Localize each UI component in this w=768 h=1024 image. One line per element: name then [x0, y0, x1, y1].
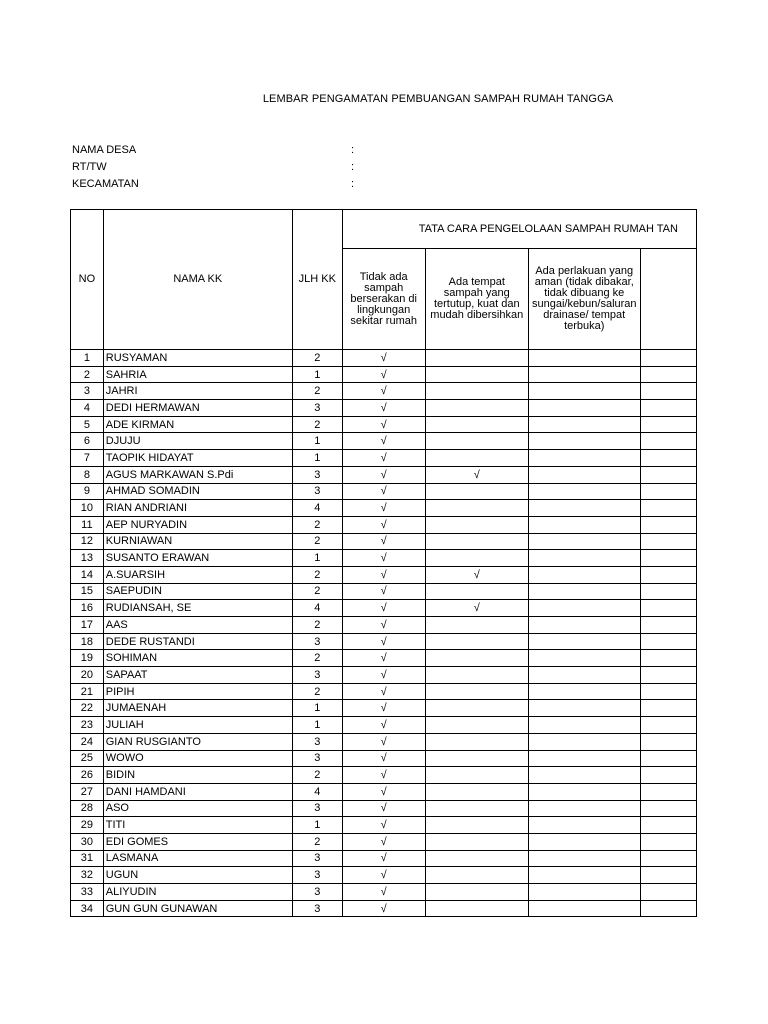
row-blank-cell — [640, 683, 696, 700]
table-row — [71, 700, 697, 717]
row-no: 19 — [71, 650, 104, 667]
row-nama-kk: ADE KIRMAN — [103, 416, 292, 433]
row-blank-cell — [640, 850, 696, 867]
row-no: 21 — [71, 683, 104, 700]
row-check-perlakuan-aman — [528, 383, 640, 400]
table-row — [71, 566, 697, 583]
row-nama-kk: A.SUARSIH — [103, 566, 292, 583]
row-check-tidak-ada-sampah: √ — [342, 717, 425, 734]
row-blank-cell — [640, 767, 696, 784]
row-no: 13 — [71, 550, 104, 567]
row-check-perlakuan-aman — [528, 833, 640, 850]
row-no: 17 — [71, 617, 104, 634]
row-check-perlakuan-aman — [528, 900, 640, 917]
table-row — [71, 500, 697, 517]
row-check-tempat-sampah: √ — [425, 600, 528, 617]
observation-table-frame — [70, 209, 697, 917]
row-blank-cell — [640, 450, 696, 467]
row-nama-kk: BIDIN — [103, 767, 292, 784]
row-no: 16 — [71, 600, 104, 617]
row-check-tidak-ada-sampah: √ — [342, 700, 425, 717]
table-row — [71, 867, 697, 884]
table-body — [71, 350, 697, 917]
row-nama-kk: JUMAENAH — [103, 700, 292, 717]
table-row — [71, 900, 697, 917]
row-check-tidak-ada-sampah: √ — [342, 550, 425, 567]
row-check-perlakuan-aman — [528, 700, 640, 717]
table-row — [71, 633, 697, 650]
row-no: 34 — [71, 900, 104, 917]
row-no: 25 — [71, 750, 104, 767]
row-check-tidak-ada-sampah: √ — [342, 516, 425, 533]
table-row — [71, 416, 697, 433]
row-blank-cell — [640, 433, 696, 450]
row-nama-kk: DEDI HERMAWAN — [103, 400, 292, 417]
row-check-tidak-ada-sampah: √ — [342, 500, 425, 517]
row-blank-cell — [640, 800, 696, 817]
row-check-tidak-ada-sampah: √ — [342, 483, 425, 500]
row-check-tidak-ada-sampah: √ — [342, 583, 425, 600]
row-check-tidak-ada-sampah: √ — [342, 350, 425, 367]
row-check-tempat-sampah — [425, 867, 528, 884]
table-row — [71, 800, 697, 817]
row-check-perlakuan-aman — [528, 516, 640, 533]
row-nama-kk: ASO — [103, 800, 292, 817]
row-check-tempat-sampah — [425, 800, 528, 817]
row-no: 26 — [71, 767, 104, 784]
row-blank-cell — [640, 733, 696, 750]
rt-tw-colon: : — [351, 161, 355, 173]
row-check-tidak-ada-sampah: √ — [342, 817, 425, 834]
row-check-tidak-ada-sampah: √ — [342, 450, 425, 467]
row-jlh-kk: 2 — [292, 617, 342, 634]
row-check-tidak-ada-sampah: √ — [342, 466, 425, 483]
table-row — [71, 783, 697, 800]
row-check-perlakuan-aman — [528, 733, 640, 750]
row-blank-cell — [640, 400, 696, 417]
row-blank-cell — [640, 750, 696, 767]
row-check-tempat-sampah — [425, 617, 528, 634]
row-jlh-kk: 2 — [292, 833, 342, 850]
table-row — [71, 350, 697, 367]
row-nama-kk: KURNIAWAN — [103, 533, 292, 550]
row-no: 24 — [71, 733, 104, 750]
row-nama-kk: SAHRIA — [103, 366, 292, 383]
row-check-tempat-sampah — [425, 900, 528, 917]
row-blank-cell — [640, 667, 696, 684]
row-no: 7 — [71, 450, 104, 467]
row-no: 6 — [71, 433, 104, 450]
row-nama-kk: TITI — [103, 817, 292, 834]
row-check-tidak-ada-sampah: √ — [342, 633, 425, 650]
row-no: 27 — [71, 783, 104, 800]
row-check-tidak-ada-sampah: √ — [342, 400, 425, 417]
table-row — [71, 583, 697, 600]
row-check-tidak-ada-sampah: √ — [342, 600, 425, 617]
header-ada-tempat-sampah: Ada tempat sampah yang tertutup, kuat dan mudah dibersihkan — [425, 249, 528, 350]
kecamatan-label: KECAMATAN — [72, 178, 139, 190]
row-no: 30 — [71, 833, 104, 850]
nama-desa-colon: : — [351, 144, 355, 156]
header-tata-cara: TATA CARA PENGELOLAAN SAMPAH RUMAH TAN — [342, 210, 696, 249]
row-blank-cell — [640, 900, 696, 917]
row-jlh-kk: 2 — [292, 350, 342, 367]
row-check-perlakuan-aman — [528, 867, 640, 884]
row-no: 28 — [71, 800, 104, 817]
table-row — [71, 516, 697, 533]
row-check-tidak-ada-sampah: √ — [342, 416, 425, 433]
row-jlh-kk: 4 — [292, 600, 342, 617]
row-no: 4 — [71, 400, 104, 417]
table-row — [71, 750, 697, 767]
row-check-tempat-sampah — [425, 717, 528, 734]
row-jlh-kk: 3 — [292, 466, 342, 483]
row-jlh-kk: 2 — [292, 383, 342, 400]
row-check-perlakuan-aman — [528, 533, 640, 550]
row-check-perlakuan-aman — [528, 416, 640, 433]
row-no: 15 — [71, 583, 104, 600]
row-nama-kk: LASMANA — [103, 850, 292, 867]
row-check-perlakuan-aman — [528, 783, 640, 800]
row-nama-kk: RUDIANSAH, SE — [103, 600, 292, 617]
table-row — [71, 450, 697, 467]
row-check-tidak-ada-sampah: √ — [342, 850, 425, 867]
row-nama-kk: SUSANTO ERAWAN — [103, 550, 292, 567]
row-check-tempat-sampah — [425, 833, 528, 850]
row-check-perlakuan-aman — [528, 433, 640, 450]
row-check-perlakuan-aman — [528, 366, 640, 383]
row-check-tidak-ada-sampah: √ — [342, 900, 425, 917]
table-row — [71, 400, 697, 417]
observation-table — [70, 209, 697, 917]
row-check-tidak-ada-sampah: √ — [342, 667, 425, 684]
row-check-perlakuan-aman — [528, 400, 640, 417]
row-check-perlakuan-aman — [528, 583, 640, 600]
row-nama-kk: GIAN RUSGIANTO — [103, 733, 292, 750]
header-no: NO — [71, 210, 104, 350]
row-check-perlakuan-aman — [528, 650, 640, 667]
row-check-tidak-ada-sampah: √ — [342, 566, 425, 583]
row-blank-cell — [640, 483, 696, 500]
header-jlh-kk: JLH KK — [292, 210, 342, 350]
row-jlh-kk: 4 — [292, 783, 342, 800]
row-check-tidak-ada-sampah: √ — [342, 617, 425, 634]
row-jlh-kk: 3 — [292, 667, 342, 684]
row-jlh-kk: 1 — [292, 366, 342, 383]
row-check-tidak-ada-sampah: √ — [342, 750, 425, 767]
row-check-tempat-sampah — [425, 366, 528, 383]
row-check-tidak-ada-sampah: √ — [342, 884, 425, 901]
row-nama-kk: DJUJU — [103, 433, 292, 450]
kecamatan-colon: : — [351, 178, 355, 190]
row-blank-cell — [640, 700, 696, 717]
row-no: 14 — [71, 566, 104, 583]
row-jlh-kk: 2 — [292, 416, 342, 433]
row-check-tempat-sampah — [425, 633, 528, 650]
row-no: 9 — [71, 483, 104, 500]
row-no: 12 — [71, 533, 104, 550]
row-check-tempat-sampah — [425, 400, 528, 417]
row-blank-cell — [640, 817, 696, 834]
row-no: 23 — [71, 717, 104, 734]
row-nama-kk: RUSYAMAN — [103, 350, 292, 367]
row-nama-kk: SAEPUDIN — [103, 583, 292, 600]
table-row — [71, 466, 697, 483]
row-check-perlakuan-aman — [528, 350, 640, 367]
row-jlh-kk: 1 — [292, 700, 342, 717]
row-check-perlakuan-aman — [528, 750, 640, 767]
row-blank-cell — [640, 633, 696, 650]
row-blank-cell — [640, 416, 696, 433]
row-jlh-kk: 3 — [292, 750, 342, 767]
row-jlh-kk: 3 — [292, 867, 342, 884]
row-check-tempat-sampah — [425, 533, 528, 550]
row-nama-kk: DEDE RUSTANDI — [103, 633, 292, 650]
row-blank-cell — [640, 783, 696, 800]
table-row — [71, 383, 697, 400]
row-nama-kk: JAHRI — [103, 383, 292, 400]
row-blank-cell — [640, 650, 696, 667]
table-row — [71, 483, 697, 500]
row-check-tidak-ada-sampah: √ — [342, 683, 425, 700]
row-blank-cell — [640, 350, 696, 367]
row-jlh-kk: 2 — [292, 683, 342, 700]
row-no: 10 — [71, 500, 104, 517]
header-nama-kk: NAMA KK — [103, 210, 292, 350]
row-blank-cell — [640, 550, 696, 567]
row-jlh-kk: 3 — [292, 900, 342, 917]
row-jlh-kk: 1 — [292, 817, 342, 834]
row-no: 31 — [71, 850, 104, 867]
row-jlh-kk: 3 — [292, 483, 342, 500]
header-ada-perlakuan: Ada perlakuan yang aman (tidak dibakar, tidak dibuang ke sungai/kebun/saluran drainase/ tempat terbuka) — [528, 249, 640, 350]
row-check-perlakuan-aman — [528, 617, 640, 634]
table-row — [71, 667, 697, 684]
row-check-tempat-sampah — [425, 650, 528, 667]
table-row — [71, 817, 697, 834]
table-row — [71, 650, 697, 667]
row-jlh-kk: 2 — [292, 516, 342, 533]
table-row — [71, 733, 697, 750]
row-jlh-kk: 3 — [292, 400, 342, 417]
row-check-perlakuan-aman — [528, 466, 640, 483]
row-check-perlakuan-aman — [528, 450, 640, 467]
row-nama-kk: SAPAAT — [103, 667, 292, 684]
row-no: 5 — [71, 416, 104, 433]
row-blank-cell — [640, 500, 696, 517]
row-check-tidak-ada-sampah: √ — [342, 733, 425, 750]
row-no: 8 — [71, 466, 104, 483]
row-no: 32 — [71, 867, 104, 884]
row-check-tempat-sampah — [425, 516, 528, 533]
row-jlh-kk: 1 — [292, 550, 342, 567]
row-check-tidak-ada-sampah: √ — [342, 433, 425, 450]
row-no: 20 — [71, 667, 104, 684]
row-check-perlakuan-aman — [528, 884, 640, 901]
row-blank-cell — [640, 466, 696, 483]
row-check-tidak-ada-sampah: √ — [342, 800, 425, 817]
row-check-perlakuan-aman — [528, 800, 640, 817]
row-check-tidak-ada-sampah: √ — [342, 533, 425, 550]
row-check-perlakuan-aman — [528, 566, 640, 583]
row-nama-kk: WOWO — [103, 750, 292, 767]
table-row — [71, 600, 697, 617]
row-jlh-kk: 3 — [292, 633, 342, 650]
row-no: 18 — [71, 633, 104, 650]
row-check-tempat-sampah — [425, 817, 528, 834]
row-blank-cell — [640, 366, 696, 383]
row-nama-kk: DANI HAMDANI — [103, 783, 292, 800]
row-nama-kk: GUN GUN GUNAWAN — [103, 900, 292, 917]
row-check-perlakuan-aman — [528, 850, 640, 867]
row-nama-kk: AEP NURYADIN — [103, 516, 292, 533]
row-check-perlakuan-aman — [528, 550, 640, 567]
row-blank-cell — [640, 717, 696, 734]
row-check-tempat-sampah — [425, 383, 528, 400]
row-check-tempat-sampah: √ — [425, 466, 528, 483]
row-check-tempat-sampah — [425, 483, 528, 500]
nama-desa-label: NAMA DESA — [72, 144, 137, 156]
row-jlh-kk: 1 — [292, 717, 342, 734]
row-check-tidak-ada-sampah: √ — [342, 767, 425, 784]
table-row — [71, 366, 697, 383]
row-check-perlakuan-aman — [528, 483, 640, 500]
row-nama-kk: PIPIH — [103, 683, 292, 700]
row-jlh-kk: 3 — [292, 800, 342, 817]
row-blank-cell — [640, 600, 696, 617]
row-check-perlakuan-aman — [528, 717, 640, 734]
row-nama-kk: AHMAD SOMADIN — [103, 483, 292, 500]
row-no: 2 — [71, 366, 104, 383]
row-check-perlakuan-aman — [528, 767, 640, 784]
row-jlh-kk: 4 — [292, 500, 342, 517]
row-jlh-kk: 3 — [292, 733, 342, 750]
row-blank-cell — [640, 884, 696, 901]
row-check-tempat-sampah — [425, 733, 528, 750]
row-jlh-kk: 2 — [292, 767, 342, 784]
row-check-tempat-sampah — [425, 416, 528, 433]
header-blank — [640, 249, 696, 350]
row-check-tempat-sampah — [425, 884, 528, 901]
table-row — [71, 617, 697, 634]
row-nama-kk: AAS — [103, 617, 292, 634]
row-check-tidak-ada-sampah: √ — [342, 383, 425, 400]
row-blank-cell — [640, 583, 696, 600]
row-nama-kk: SOHIMAN — [103, 650, 292, 667]
row-nama-kk: UGUN — [103, 867, 292, 884]
table-row — [71, 833, 697, 850]
row-check-perlakuan-aman — [528, 667, 640, 684]
table-row — [71, 683, 697, 700]
row-jlh-kk: 2 — [292, 566, 342, 583]
row-check-perlakuan-aman — [528, 817, 640, 834]
row-check-tempat-sampah — [425, 450, 528, 467]
row-check-tempat-sampah — [425, 433, 528, 450]
row-no: 33 — [71, 884, 104, 901]
header-tidak-ada-sampah: Tidak ada sampah berserakan di lingkungan sekitar rumah — [342, 249, 425, 350]
row-check-tempat-sampah — [425, 683, 528, 700]
table-row — [71, 550, 697, 567]
row-nama-kk: RIAN ANDRIANI — [103, 500, 292, 517]
row-nama-kk: TAOPIK HIDAYAT — [103, 450, 292, 467]
row-check-tempat-sampah — [425, 667, 528, 684]
row-check-tempat-sampah: √ — [425, 566, 528, 583]
row-jlh-kk: 1 — [292, 433, 342, 450]
row-blank-cell — [640, 833, 696, 850]
row-blank-cell — [640, 566, 696, 583]
row-jlh-kk: 2 — [292, 533, 342, 550]
table-row — [71, 433, 697, 450]
row-no: 3 — [71, 383, 104, 400]
row-check-tempat-sampah — [425, 850, 528, 867]
row-nama-kk: ALIYUDIN — [103, 884, 292, 901]
row-check-tempat-sampah — [425, 783, 528, 800]
row-jlh-kk: 2 — [292, 583, 342, 600]
document-title: LEMBAR PENGAMATAN PEMBUANGAN SAMPAH RUMAH TANGGA — [262, 93, 614, 105]
table-row — [71, 533, 697, 550]
row-check-tempat-sampah — [425, 767, 528, 784]
row-check-perlakuan-aman — [528, 600, 640, 617]
row-blank-cell — [640, 867, 696, 884]
row-blank-cell — [640, 383, 696, 400]
row-check-tidak-ada-sampah: √ — [342, 783, 425, 800]
row-check-tempat-sampah — [425, 550, 528, 567]
row-check-tidak-ada-sampah: √ — [342, 650, 425, 667]
row-check-perlakuan-aman — [528, 683, 640, 700]
row-blank-cell — [640, 617, 696, 634]
row-nama-kk: JULIAH — [103, 717, 292, 734]
row-check-tempat-sampah — [425, 750, 528, 767]
table-row — [71, 717, 697, 734]
row-blank-cell — [640, 516, 696, 533]
row-jlh-kk: 1 — [292, 450, 342, 467]
table-row — [71, 767, 697, 784]
row-check-perlakuan-aman — [528, 633, 640, 650]
row-check-tidak-ada-sampah: √ — [342, 867, 425, 884]
row-nama-kk: EDI GOMES — [103, 833, 292, 850]
row-blank-cell — [640, 533, 696, 550]
row-no: 1 — [71, 350, 104, 367]
row-check-tempat-sampah — [425, 583, 528, 600]
row-no: 22 — [71, 700, 104, 717]
rt-tw-label: RT/TW — [72, 161, 107, 173]
table-row — [71, 884, 697, 901]
row-check-tempat-sampah — [425, 700, 528, 717]
row-no: 29 — [71, 817, 104, 834]
row-jlh-kk: 2 — [292, 650, 342, 667]
row-check-tempat-sampah — [425, 350, 528, 367]
row-check-tidak-ada-sampah: √ — [342, 833, 425, 850]
row-jlh-kk: 3 — [292, 884, 342, 901]
row-check-tidak-ada-sampah: √ — [342, 366, 425, 383]
table-row — [71, 850, 697, 867]
row-no: 11 — [71, 516, 104, 533]
row-check-tempat-sampah — [425, 500, 528, 517]
row-check-perlakuan-aman — [528, 500, 640, 517]
row-nama-kk: AGUS MARKAWAN S.Pdi — [103, 466, 292, 483]
row-jlh-kk: 3 — [292, 850, 342, 867]
